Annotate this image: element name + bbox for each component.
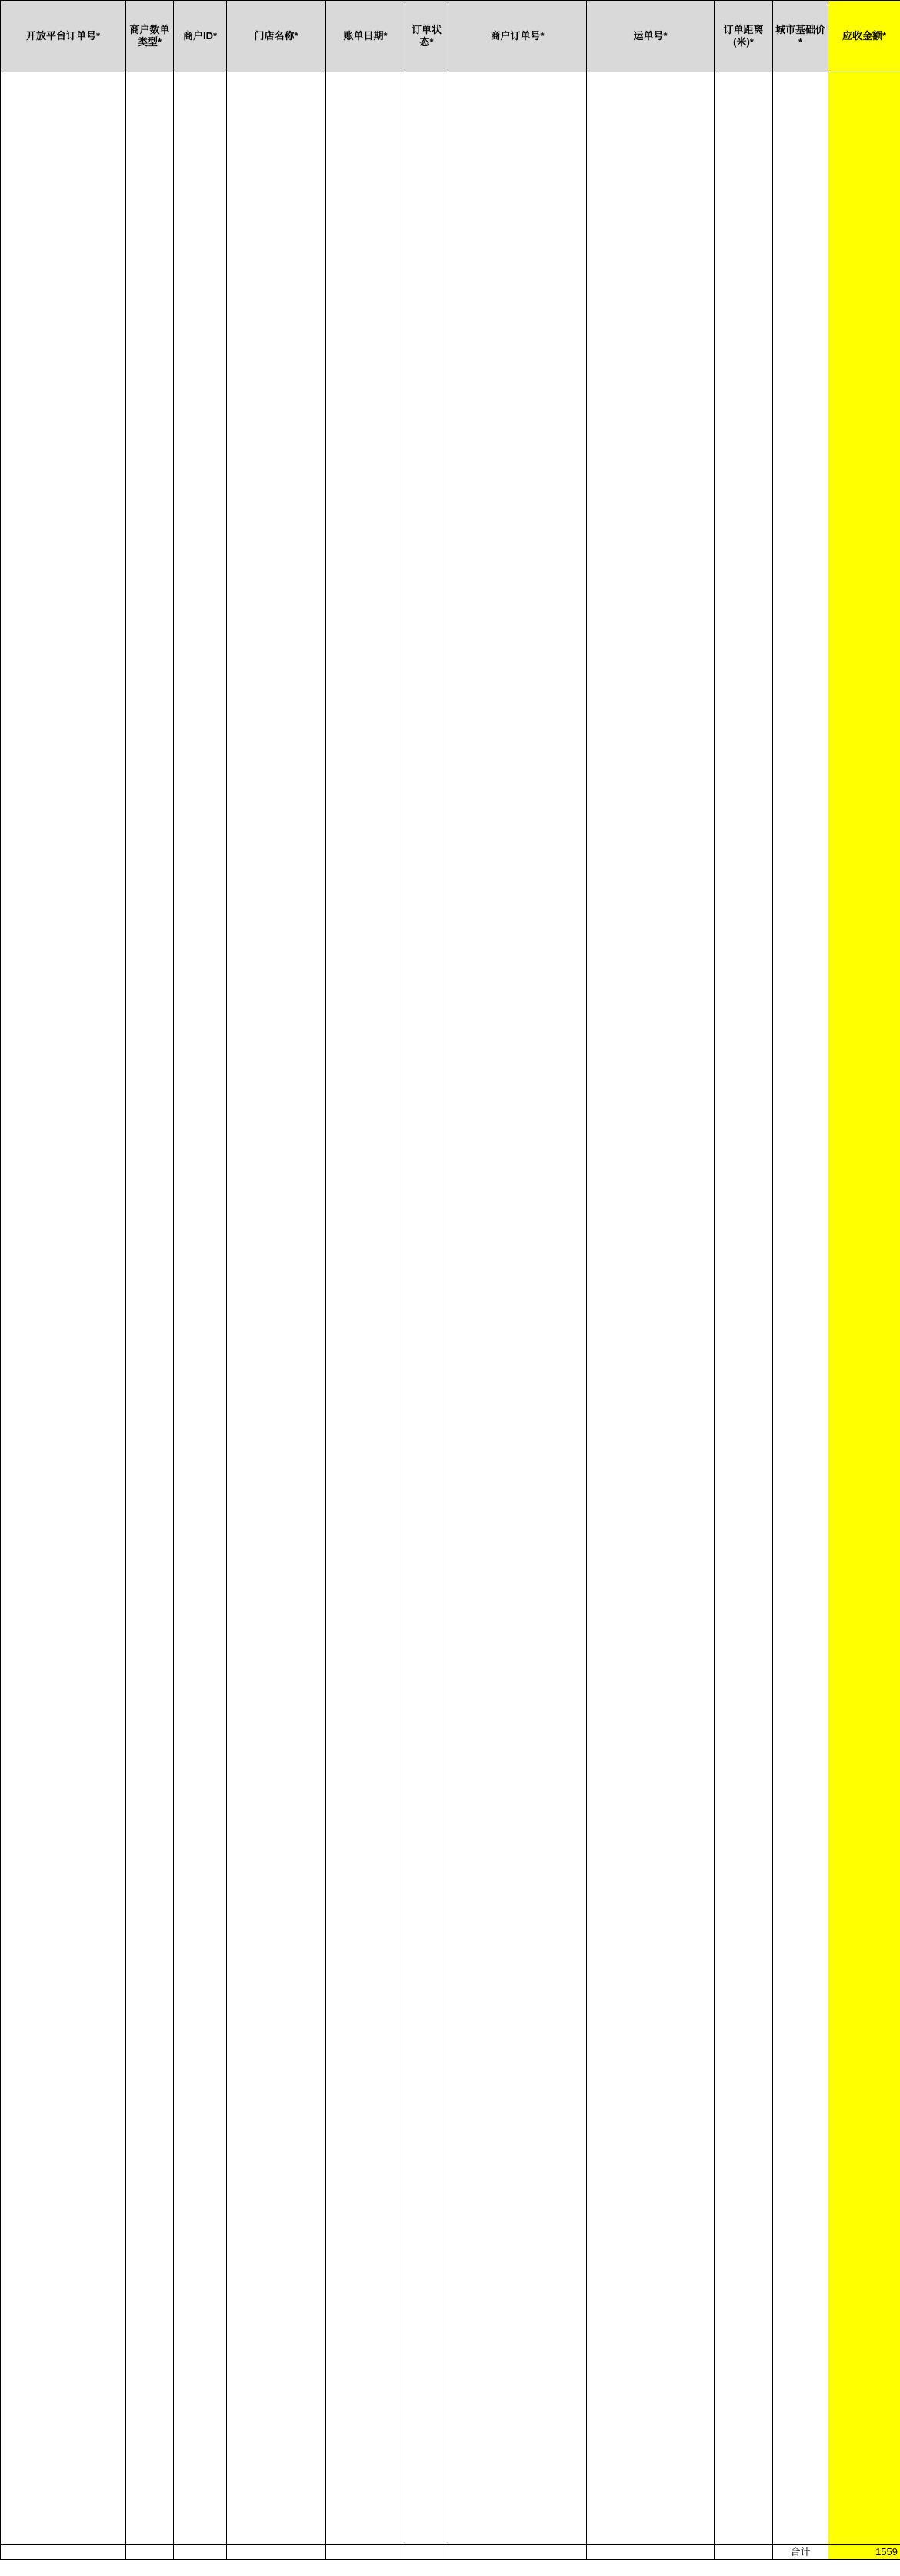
table-cell[interactable]	[126, 72, 174, 2545]
table-cell[interactable]	[1, 72, 126, 2545]
col-waybill-no[interactable]: 运单号*	[587, 1, 715, 72]
col-open-order-no[interactable]: 开放平台订单号*	[1, 1, 126, 72]
table-cell[interactable]	[587, 72, 715, 2545]
table-cell[interactable]	[126, 2545, 174, 2560]
total-amount[interactable]: 1559	[828, 2545, 900, 2560]
total-row	[1, 2545, 900, 2560]
table-cell[interactable]	[1, 2545, 126, 2560]
col-merchant-settlement-type[interactable]: 商户数单类型*	[126, 1, 174, 72]
table-cell[interactable]	[448, 72, 587, 2545]
col-store-name[interactable]: 门店名称*	[227, 1, 326, 72]
table-body-grid	[1, 72, 900, 2545]
table-cell[interactable]	[227, 2545, 326, 2560]
table-cell[interactable]	[587, 2545, 715, 2560]
table-cell[interactable]	[448, 2545, 587, 2560]
table-cell[interactable]	[773, 72, 828, 2545]
table-cell[interactable]	[326, 2545, 405, 2560]
table-cell[interactable]	[715, 72, 773, 2545]
col-receivable-amount[interactable]: 应收金额*	[828, 1, 900, 72]
table-cell[interactable]	[405, 72, 448, 2545]
col-distance[interactable]: 订单距离(米)*	[715, 1, 773, 72]
col-bill-date[interactable]: 账单日期*	[326, 1, 405, 72]
table-cell[interactable]	[174, 72, 227, 2545]
header-row	[1, 1, 900, 72]
table-cell[interactable]	[174, 2545, 227, 2560]
col-merchant-order-no[interactable]: 商户订单号*	[448, 1, 587, 72]
total-label[interactable]: 合计	[773, 2545, 828, 2560]
table-cell[interactable]	[828, 72, 900, 2545]
col-city-base-price[interactable]: 城市基础价*	[773, 1, 828, 72]
table-cell[interactable]	[227, 72, 326, 2545]
col-order-status[interactable]: 订单状态*	[405, 1, 448, 72]
table-cell[interactable]	[326, 72, 405, 2545]
table-cell[interactable]	[405, 2545, 448, 2560]
col-merchant-id[interactable]: 商户ID*	[174, 1, 227, 72]
table-cell[interactable]	[715, 2545, 773, 2560]
